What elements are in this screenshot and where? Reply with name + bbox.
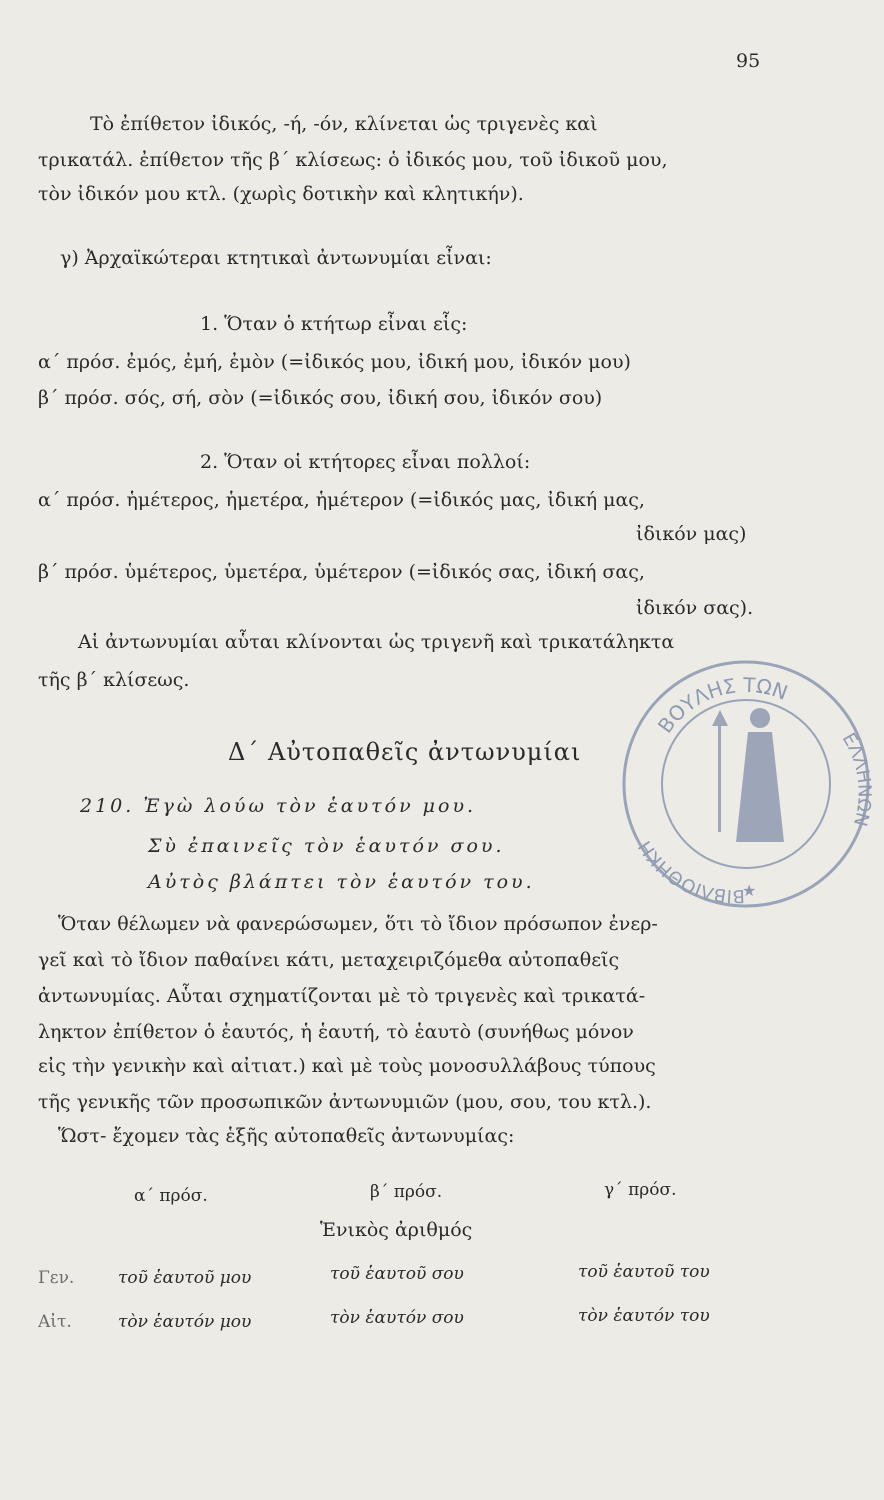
table-row-case-label: Αἰτ. [38, 1312, 72, 1332]
star-icon: ★ [742, 881, 757, 900]
para2-line-1: Αἱ ἀντωνυμίαι αὗται κλίνονται ὡς τριγενῆ καὶ τρικατάληκτα [78, 631, 675, 653]
example-1: 210. Ἐγὼ λούω τὸν ἑαυτόν μου. [80, 795, 477, 817]
section-title: Δ΄ Αὐτοπαθεῖς ἀντωνυμίαι [228, 738, 582, 766]
table-header-third-person: γ΄ πρόσ. [604, 1180, 677, 1200]
table-row-case-label: Γεν. [38, 1268, 75, 1288]
athena-figure-icon [712, 708, 784, 842]
stamp-text-right: ΕΛΛΗΝΩΝ [837, 729, 875, 829]
case1-title: 1. Ὅταν ὁ κτήτωρ εἶναι εἷς: [200, 313, 468, 335]
table-cell: τὸν ἑαυτόν μου [118, 1312, 252, 1332]
table-header-first-person: α΄ πρόσ. [134, 1186, 208, 1206]
case1-row-a: α΄ πρόσ. ἐμός, ἐμή, ἐμὸν (=ἰδικός μου, ἰδική μου, ἰδικόν μου) [38, 351, 631, 373]
para1-line-2: τρικατάλ. ἐπίθετον τῆς β΄ κλίσεως: ὁ ἰδικός μου, τοῦ ἰδικοῦ μου, [38, 149, 668, 171]
table-cell: τοῦ ἑαυτοῦ σου [330, 1264, 464, 1284]
case1-row-b: β΄ πρόσ. σός, σή, σὸν (=ἰδικός σου, ἰδική σου, ἰδικόν σου) [38, 387, 603, 409]
table-number-label: Ἑνικὸς ἀριθμός [320, 1219, 473, 1241]
case2-row-a: α΄ πρόσ. ἡμέτερος, ἡμετέρα, ἡμέτερον (=ἰδικός μας, ἰδική μας, [38, 489, 645, 511]
gamma-intro: γ) Ἀρχαϊκώτεραι κτητικαὶ ἀντωνυμίαι εἶναι: [60, 247, 492, 269]
para1-line-1: Τὸ ἐπίθετον ἰδικός, -ή, -όν, κλίνεται ὡς τριγενὲς καὶ [90, 113, 598, 135]
para3-line-4: ληκτον ἐπίθετον ὁ ἑαυτός, ἡ ἑαυτή, τὸ ἑαυτὸ (συνήθως μόνον [38, 1021, 634, 1043]
para3-line-3: ἀντωνυμίας. Αὗται σχηματίζονται μὲ τὸ τριγενὲς καὶ τρικατά- [38, 985, 646, 1007]
table-cell: τὸν ἑαυτόν σου [330, 1308, 464, 1328]
case2-title: 2. Ὅταν οἱ κτήτορες εἶναι πολλοί: [200, 451, 531, 473]
table-cell: τὸν ἑαυτόν του [578, 1306, 710, 1326]
para3-line-1: Ὅταν θέλωμεν νὰ φανερώσωμεν, ὅτι τὸ ἴδιον πρόσωπον ἐνερ- [58, 913, 658, 935]
para2-line-2: τῆς β΄ κλίσεως. [38, 669, 190, 691]
table-cell: τοῦ ἑαυτοῦ μου [118, 1268, 252, 1288]
table-cell: τοῦ ἑαυτοῦ του [578, 1262, 710, 1282]
case2-row-a-cont: ἰδικόν μας) [636, 523, 747, 545]
table-header-second-person: β΄ πρόσ. [370, 1182, 443, 1202]
example-2: Σὺ ἐπαινεῖς τὸν ἑαυτόν σου. [148, 835, 505, 857]
example-3: Αὐτὸς βλάπτει τὸν ἑαυτόν του. [148, 871, 535, 893]
stamp-text-top: ΒΟΥΛΗΣ ΤΩΝ [652, 672, 791, 738]
library-stamp [614, 652, 878, 916]
para3-line-5: εἰς τὴν γενικὴν καὶ αἰτιατ.) καὶ μὲ τοὺς μονοσυλλάβους τύπους [38, 1055, 656, 1077]
para3-line-2: γεῖ καὶ τὸ ἴδιον παθαίνει κάτι, μεταχειριζόμεθα αὐτοπαθεῖς [38, 949, 620, 971]
para3-line-6: τῆς γενικῆς τῶν προσωπικῶν ἀντωνυμιῶν (μου, σου, του κτλ.). [38, 1091, 652, 1113]
case2-row-b-cont: ἰδικόν σας). [636, 597, 754, 619]
stamp-text-left: ΒΙΒΛΙΟΘΗΚΗ [634, 836, 746, 907]
para3-line-7: Ὥστ- ἔχομεν τὰς ἑξῆς αὐτοπαθεῖς ἀντωνυμίας: [58, 1125, 515, 1147]
case2-row-b: β΄ πρόσ. ὑμέτερος, ὑμετέρα, ὑμέτερον (=ἰδικός σας, ἰδική σας, [38, 561, 645, 583]
para1-line-3: τὸν ἰδικόν μου κτλ. (χωρὶς δοτικὴν καὶ κλητικήν). [38, 183, 524, 205]
page-number: 95 [736, 50, 761, 72]
